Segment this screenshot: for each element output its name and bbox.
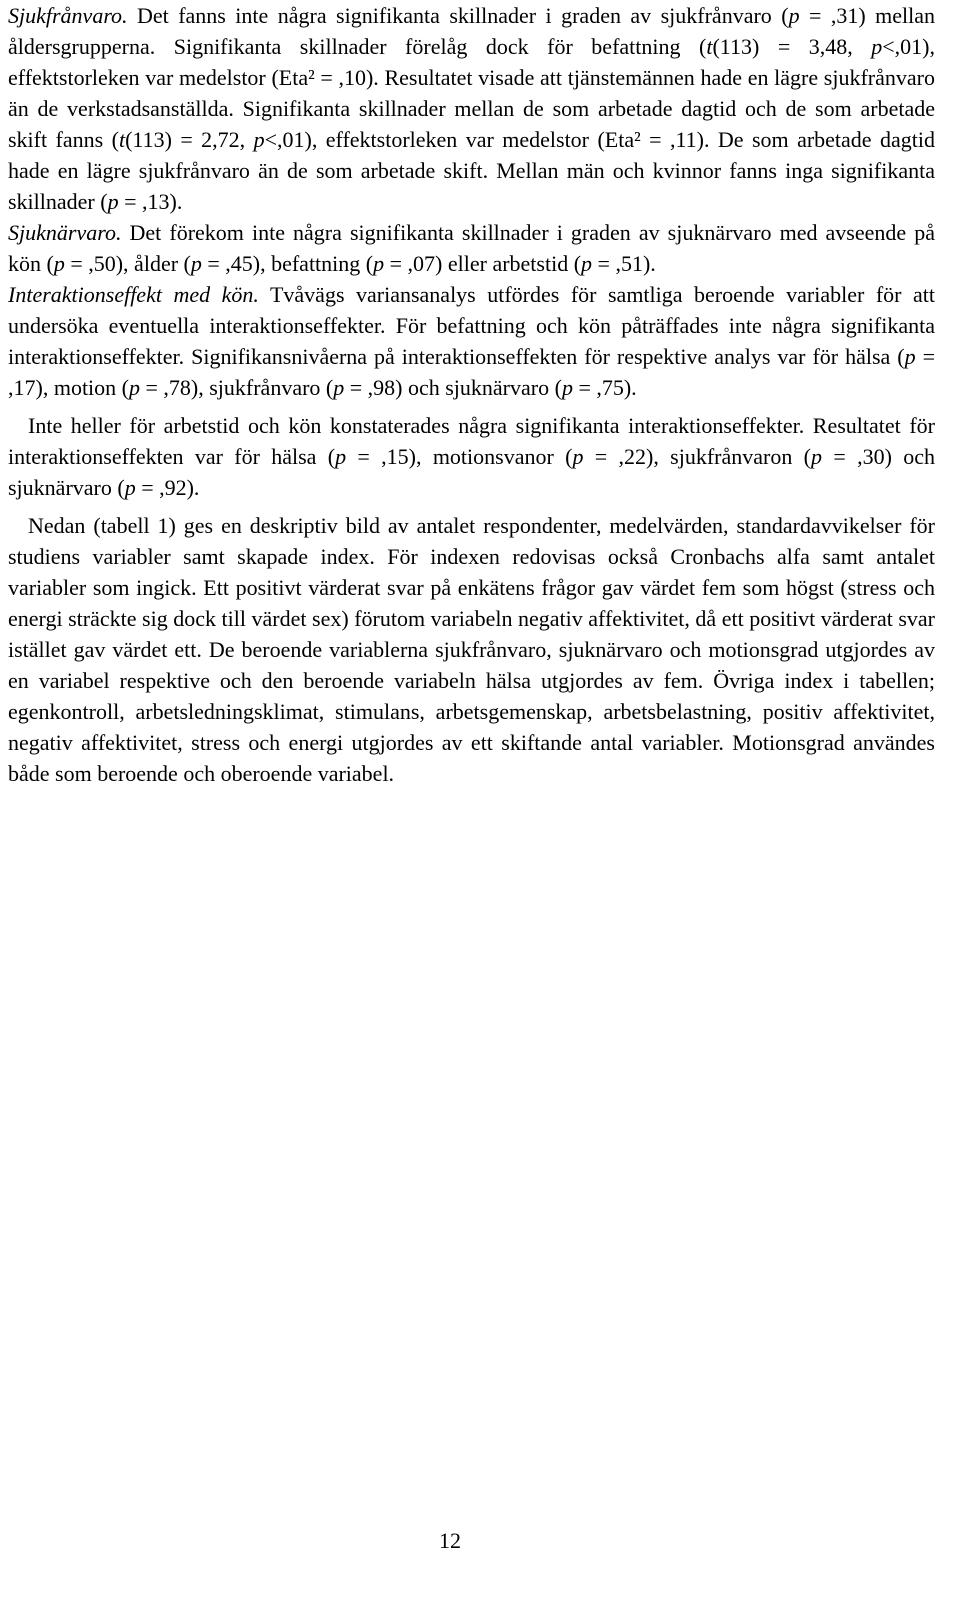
statistic-symbol: p <box>190 251 202 276</box>
paragraph-text: = ,98) och sjuknärvaro ( <box>344 375 562 400</box>
paragraph-text: = ,51). <box>592 251 656 276</box>
paragraph-text: = ,07) eller arbetstid ( <box>384 251 582 276</box>
paragraph-lead-heading: Sjuknärvaro. <box>8 220 122 245</box>
paragraph-text: Det fanns inte några signifikanta skillnader i graden av sjukfrånvaro ( <box>127 3 789 28</box>
paragraph-text: = ,78), sjukfrånvaro ( <box>140 375 334 400</box>
paragraph-text: (113) = 3,48, <box>712 34 872 59</box>
paragraph-lead-heading: Interaktionseffekt med kön. <box>8 282 259 307</box>
paragraph-text: = ,22), sjukfrånvaron ( <box>583 444 812 469</box>
paragraph-tabell-beskrivning <box>8 510 935 789</box>
paragraph-text: = ,13). <box>118 189 183 214</box>
statistic-symbol: p <box>904 344 916 369</box>
statistic-symbol: t <box>118 127 126 152</box>
paragraph-text: = ,75). <box>572 375 637 400</box>
statistic-symbol: p <box>572 444 584 469</box>
paragraph-text: Inte heller för arbetstid och kön konstaterades några signifikanta interaktionseffekter. Resultatet för interaktionseffekten var för hälsa ( <box>8 413 935 469</box>
statistic-symbol: p <box>811 444 823 469</box>
paragraph-text: = ,92). <box>135 475 200 500</box>
paragraph-text: = ,50), ålder ( <box>64 251 191 276</box>
paragraph-text: = ,45), befattning ( <box>201 251 374 276</box>
document-page <box>8 0 935 789</box>
page-number: 12 <box>439 1528 461 1553</box>
paragraph-interaktionseffekt <box>8 279 935 403</box>
paragraph-text: <,01), effektstorleken var medelstor (Eta² = ,11). De som arbetade dagtid hade en lägre sjukfrånvaro än de som arbetade skift. Mellan män och kvinnor fanns inga signifikanta skillnader ( <box>8 127 935 214</box>
paragraph-text: = ,15), motionsvanor ( <box>346 444 573 469</box>
statistic-symbol: p <box>129 375 140 400</box>
statistic-symbol: p <box>788 3 800 28</box>
paragraph-text: = ,17), motion ( <box>8 344 935 400</box>
paragraph-text: Nedan (tabell 1) ges en deskriptiv bild av antalet respondenter, medelvärden, standardavvikelser för studiens variabler samt skapade index. För indexen redovisas också Cronbachs alfa samt antalet variabler som ingick. Ett positivt värderat svar på enkätens frågor gav värdet fem som högst (stress och energi sträckte sig dock till värdet sex) förutom variabeln negativ affektivitet, då ett positivt värderat svar istället gav värdet ett. De beroende variablerna sjukfrånvaro, sjuknärvaro och motionsgrad utgjordes av en variabel respektive och den beroende variabeln hälsa utgjordes av fem. Övriga index i tabellen; egenkontroll, arbetsledningsklimat, stimulans, arbetsgemenskap, arbetsbelastning, positiv affektivitet, negativ affektivitet, stress och energi utgjordes av ett skiftande antal variabler. Motionsgrad användes både som beroende och oberoende variabel. <box>8 513 935 786</box>
statistic-symbol: p <box>333 375 345 400</box>
paragraph-sjuknarvaro <box>8 217 935 279</box>
statistic-symbol: p <box>871 34 883 59</box>
paragraph-text: <,01), effektstorleken var medelstor (Eta² = ,10). Resultatet visade att tjänstemännen hade en lägre sjukfrånvaro än de verkstadsanställda. Signifikanta skillnader mellan de som arbetade dagtid och de som arbetade skift fanns ( <box>8 34 935 152</box>
statistic-symbol: p <box>53 251 65 276</box>
paragraph-text: Tvåvägs variansanalys utfördes för samtliga beroende variabler för att undersöka eventuella interaktionseffekter. För befattning och kön påträffades inte några signifikanta interaktionseffekter. Signifikansnivåerna på interaktionseffekten för respektive analys var för hälsa ( <box>8 282 935 369</box>
statistic-symbol: p <box>253 127 265 152</box>
paragraph-text: = ,30) och sjuknärvaro ( <box>8 444 935 500</box>
statistic-symbol: t <box>706 34 713 59</box>
paragraph-text: = ,31) mellan åldersgrupperna. Signifikanta skillnader förelåg dock för befattning ( <box>8 3 935 59</box>
statistic-symbol: p <box>561 375 573 400</box>
paragraph-arbetstid-kon <box>8 410 935 503</box>
paragraph-text: (113) = 2,72, <box>125 127 254 152</box>
statistic-symbol: p <box>124 475 136 500</box>
statistic-symbol: p <box>335 444 347 469</box>
paragraph-lead-heading: Sjukfrånvaro. <box>8 3 128 28</box>
statistic-symbol: p <box>373 251 385 276</box>
paragraph-text: Det förekom inte några signifikanta skillnader i graden av sjuknärvaro med avseende på kön ( <box>8 220 935 276</box>
statistic-symbol: p <box>107 189 119 214</box>
statistic-symbol: p <box>581 251 593 276</box>
paragraph-sjukfranvaro <box>8 0 935 217</box>
